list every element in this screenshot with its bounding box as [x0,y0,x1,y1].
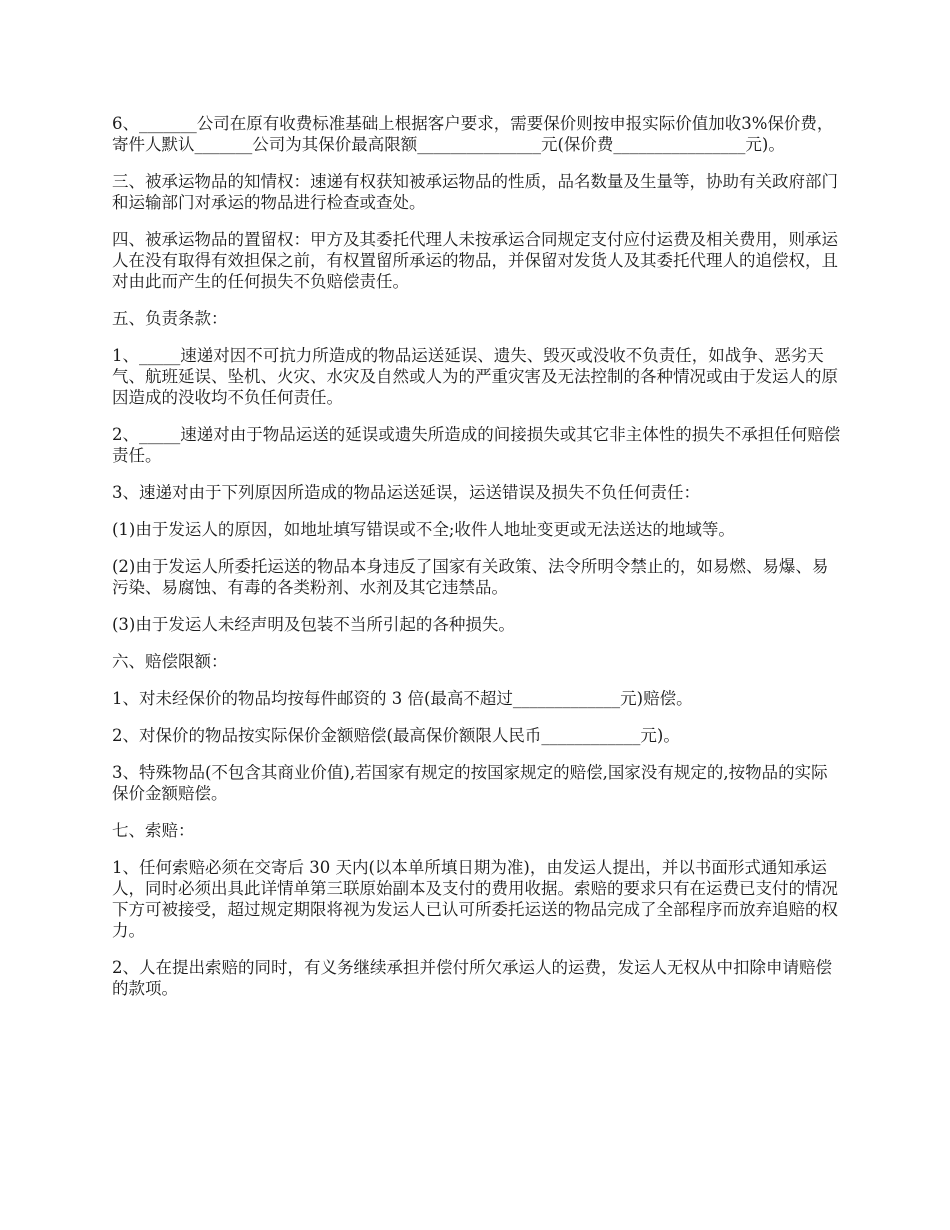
heading-liability-clause: 五、负责条款： [112,309,228,328]
paragraph-exemption-1: (1)由于发运人的原因，如地址填写错误或不全;收件人地址变更或无法送达的地域等。 [112,520,735,539]
paragraph-right-to-know: 三、被承运物品的知情权：速递有权获知被承运物品的性质，品名数量及生量等，协助有关政府部门和运输部门对承运的物品进行检查或查处。 [112,172,838,212]
heading-compensation-limit: 六、赔偿限额： [112,652,228,671]
paragraph-claim-deadline: 1、任何索赔必须在交寄后 30 天内(以本单所填日期为准)，由发运人提出，并以书面形式通知承运人，同时必须出具此详情单第三联原始副本及支付的费用收据。索赔的要求只有在运费已支付的情况下方可被接受，超过规定期限将视为发运人已认可所委托运送的物品完成了全部程序而放弃追赔的权力。 [112,858,838,940]
paragraph-claim-freight: 2、人在提出索赔的同时，有义务继续承担并偿付所欠承运人的运费，发运人无权从中扣除申请赔偿的款项。 [112,958,832,998]
paragraph-force-majeure: 1、_____速递对因不可抗力所造成的物品运送延误、遗失、毁灭或没收不负责任，如战争、恶劣天气、航班延误、坠机、火灾、水灾及自然或人为的严重灾害及无法控制的各种情况或由于发运人的原因造成的没收均不负任何责任。 [112,346,838,407]
heading-claims: 七、索赔： [112,821,195,840]
paragraph-exemptions-intro: 3、速递对由于下列原因所造成的物品运送延误，运送错误及损失不负任何责任： [112,483,700,502]
paragraph-exemption-2: (2)由于发运人所委托运送的物品本身违反了国家有关政策、法令所明令禁止的，如易燃、易爆、易污染、易腐蚀、有毒的各类粉剂、水剂及其它违禁品。 [112,557,829,597]
paragraph-special-items: 3、特殊物品(不包含其商业价值),若国家有规定的按国家规定的赔偿,国家没有规定的,按物品的实际保价金额赔偿。 [112,763,828,803]
paragraph-uninsured-compensation: 1、对未经保价的物品均按每件邮资的 3 倍(最高不超过_____________元)赔偿。 [112,689,693,708]
paragraph-right-of-lien: 四、被承运物品的置留权：甲方及其委托代理人未按承运合同规定支付应付运费及相关费用，则承运人在没有取得有效担保之前，有权置留所承运的物品，并保留对发货人及其委托代理人的追偿权，且对由此而产生的任何损失不负赔偿责任。 [112,230,838,291]
paragraph-insurance-fee: 6、_______公司在原有收费标准基础上根据客户要求，需要保价则按申报实际价值加收3%保价费，寄件人默认_______公司为其保价最高限额_______________元(保价费________________元)。 [112,114,834,154]
paragraph-indirect-loss: 2、_____速递对由于物品运送的延误或遗失所造成的间接损失或其它非主体性的损失不承担任何赔偿责任。 [112,425,841,465]
document-body [112,113,842,1015]
paragraph-exemption-3: (3)由于发运人未经声明及包装不当所引起的各种损失。 [112,615,515,634]
paragraph-insured-compensation: 2、对保价的物品按实际保价金额赔偿(最高保价额限人民币____________元)。 [112,726,680,745]
